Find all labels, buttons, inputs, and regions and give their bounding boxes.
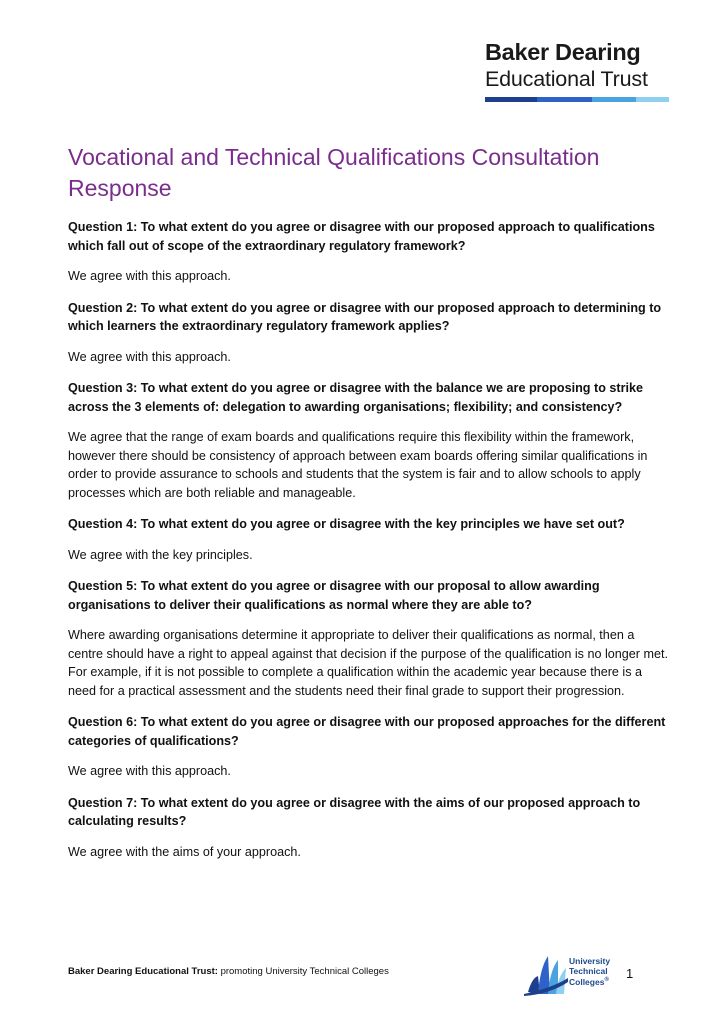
footer-text (68, 966, 389, 977)
answer-5: Where awarding organisations determine it appropriate to deliver their qualifications as normal, then a centre should have a right to appeal against that decision if the purpose of the qualification is no longer met. For example, if it is not possible to complete a qualification within the academic year because there is a need for a practical assessment and the students need their final grade to support their progression. (68, 628, 668, 698)
logo-bar-segment (485, 97, 537, 102)
answer-2: We agree with this approach. (68, 349, 231, 364)
utc-registered-mark: ® (604, 977, 609, 983)
footer-org-name: Baker Dearing Educational Trust: (68, 966, 218, 977)
document-body (68, 218, 668, 874)
utc-line-3: Colleges (569, 976, 605, 987)
page-number: 1 (626, 966, 634, 981)
answer-3: We agree that the range of exam boards and qualifications require this flexibility within the framework, however there should be consistency of approach between exam boards offering similar qualifications in order to provide assurance to schools and students that the system is fair and to allow schools to apply processes which are both reliable and manageable. (68, 430, 648, 500)
document-title: Vocational and Technical Qualifications Consultation Response (68, 144, 600, 201)
utc-line-2: Technical (569, 965, 608, 976)
footer-tagline: promoting University Technical Colleges (217, 966, 389, 977)
utc-line-3-wrap (569, 976, 610, 987)
logo-bar-segment (636, 97, 669, 102)
utc-logo-text (569, 957, 610, 987)
question-4: Question 4: To what extent do you agree or disagree with the key principles we have set out? (68, 517, 625, 531)
question-5: Question 5: To what extent do you agree or disagree with our proposal to allow awarding organisations to deliver their qualifications as normal where they are able to? (68, 579, 600, 612)
logo-name-line1: Baker Dearing (485, 39, 641, 65)
utc-line-1: University (569, 956, 611, 966)
answer-4: We agree with the key principles. (68, 547, 253, 562)
trust-logo (485, 38, 669, 102)
logo-bar-segment (537, 97, 592, 102)
logo-color-bar (485, 97, 669, 102)
answer-6: We agree with this approach. (68, 764, 231, 778)
question-6: Question 6: To what extent do you agree or disagree with our proposed approaches for the different categories of qualifications? (68, 715, 666, 748)
answer-7: We agree with the aims of your approach. (68, 844, 301, 859)
answer-1: We agree with this approach. (68, 269, 231, 283)
question-7: Question 7: To what extent do you agree or disagree with the aims of our proposed approach to calculating results? (68, 795, 641, 828)
logo-name-line2: Educational Trust (485, 67, 648, 91)
question-3: Question 3: To what extent do you agree or disagree with the balance we are proposing to strike across the 3 elements of: delegation to awarding organisations; flexibility; and consistency? (68, 381, 643, 414)
logo-bar-segment (592, 97, 636, 102)
question-1: Question 1: To what extent do you agree or disagree with our proposed approach to qualifications which fall out of scope of the extraordinary regulatory framework? (68, 220, 655, 253)
question-2: Question 2: To what extent do you agree or disagree with our proposed approach to determining to which learners the extraordinary regulatory framework applies? (68, 300, 662, 333)
